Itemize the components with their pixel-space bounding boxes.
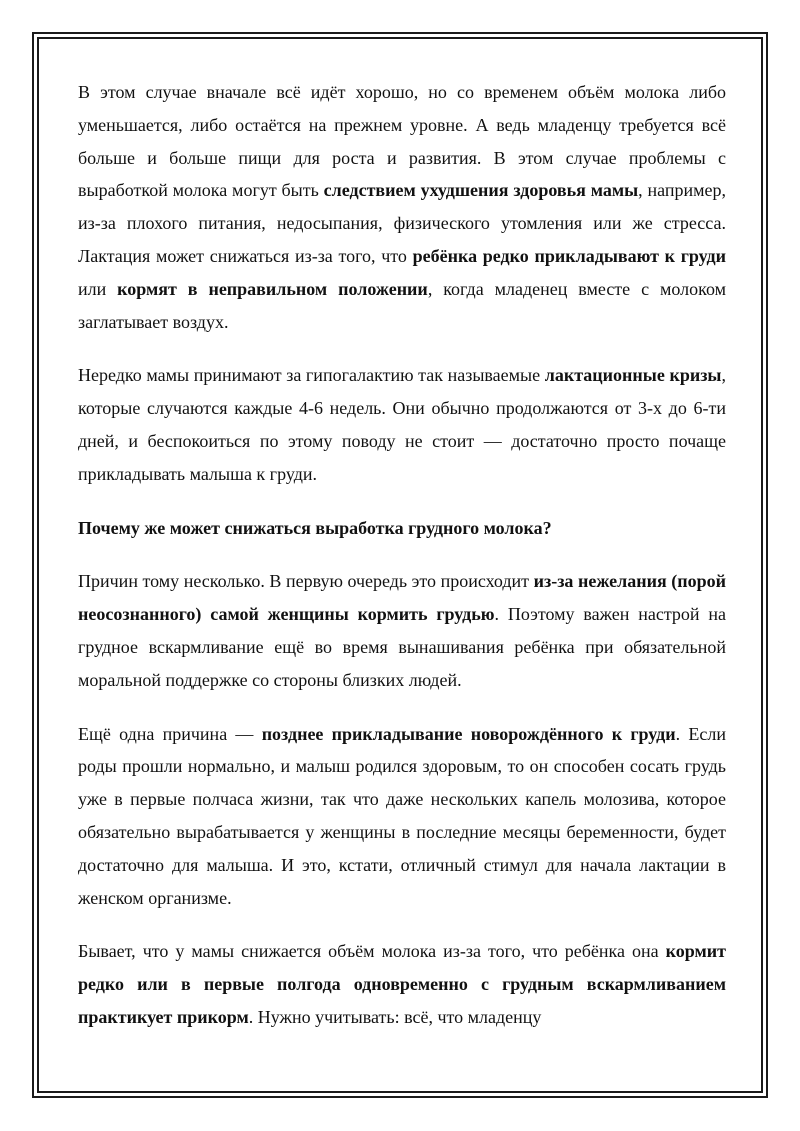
text-run: . Нужно учитывать: всё, что младенцу [248, 1006, 542, 1027]
text-run: или [78, 278, 118, 299]
bold-text: позднее прикладывание новорождённого к груди [261, 723, 676, 744]
section-heading [78, 512, 726, 545]
bold-text: лактационные кризы [544, 365, 722, 386]
paragraph-p5 [78, 935, 726, 1033]
bold-text: ребёнка редко прикладывают к груди [412, 245, 726, 266]
text-run: . Поэтому важен настрой на грудное вскармливание ещё во время вынашивания ребёнка при обязательной моральной поддержке со стороны близких людей. [78, 604, 726, 690]
bold-text: Почему же может снижаться выработка грудного молока? [78, 517, 552, 538]
text-run: , когда младенец вместе с молоком заглатывает воздух. [78, 278, 727, 332]
paragraph-p1 [78, 76, 726, 338]
text-run: Бывает, что у мамы снижается объём молока из-за того, что ребёнка она [78, 941, 666, 962]
paragraph-p2 [78, 359, 726, 490]
paragraph-p3 [78, 565, 726, 696]
text-run: Причин тому несколько. В первую очередь это происходит [78, 571, 534, 592]
paragraph-p4 [78, 718, 726, 915]
bold-text: из-за нежелания (порой неосознанного) самой женщины кормить грудью [78, 571, 726, 625]
bold-text: кормит редко или в первые полгода одновременно с грудным вскармливанием практикует прикорм [78, 941, 726, 1027]
text-run: Ещё одна причина — [78, 723, 262, 744]
bold-text: кормят в неправильном положении [117, 278, 428, 299]
text-run: , которые случаются каждые 4-6 недель. Они обычно продолжаются от 3-х до 6-ти дней, и беспокоиться по этому поводу не стоит — достаточно просто почаще прикладывать малыша к груди. [78, 365, 726, 484]
page-border [32, 32, 768, 1098]
text-run: Нередко мамы принимают за гипогалактию так называемые [78, 365, 545, 386]
bold-text: следствием ухудшения здоровья мамы [323, 180, 639, 201]
text-run: , например, из-за плохого питания, недосыпания, физического утомления или же стресса. Лактация может снижаться из-за того, что [78, 180, 726, 266]
text-run: . Если роды прошли нормально, и малыш родился здоровым, то он способен сосать грудь уже в первые полчаса жизни, так что даже нескольких капель молозива, которое обязательно вырабатывается у женщины в последние месяцы беременности, будет достаточно для малыша. И это, кстати, отличный стимул для начала лактации в женском организме. [78, 723, 726, 908]
text-run: В этом случае вначале всё идёт хорошо, но со временем объём молока либо уменьшается, либо остаётся на прежнем уровне. А ведь младенцу требуется всё больше и больше пищи для роста и развития. В этом случае проблемы с выработкой молока могут быть [78, 82, 726, 201]
document-body [78, 76, 726, 1055]
